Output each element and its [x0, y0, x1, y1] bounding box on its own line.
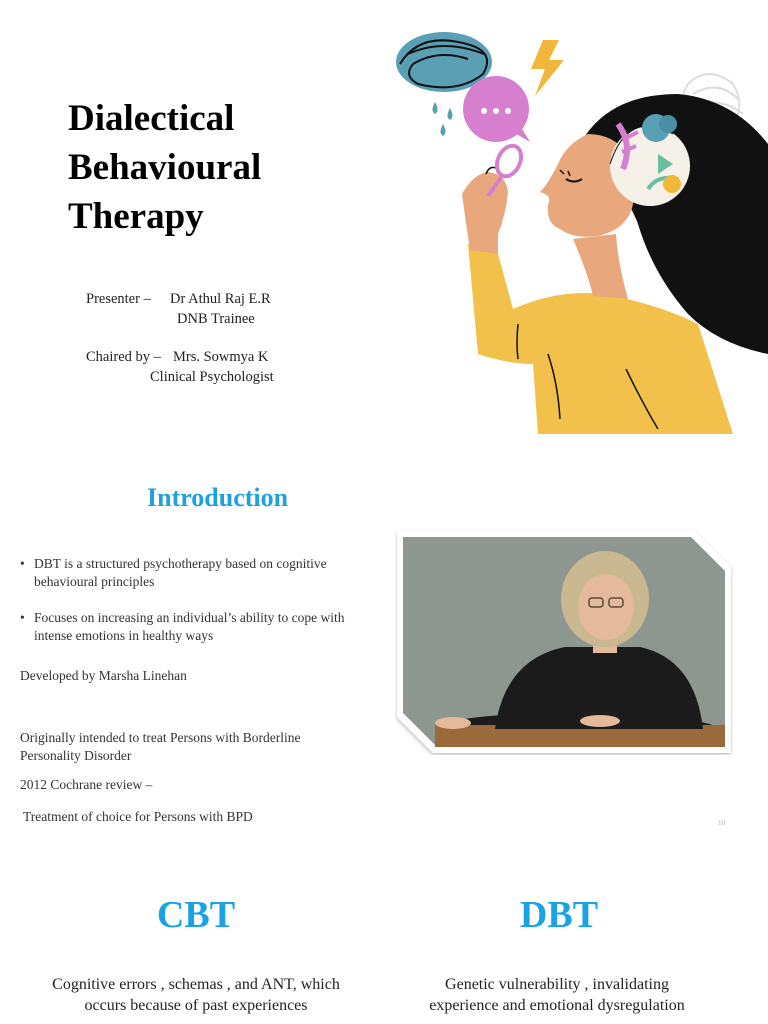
introduction-slide: [0, 455, 768, 855]
lightning-bolt-icon: [531, 40, 564, 96]
arm: [462, 172, 508, 254]
review-text: 2012 Cochrane review –: [20, 777, 153, 792]
bullet-item: [20, 555, 388, 591]
bullet-line: DBT is a structured psychotherapy based on cognitive: [34, 556, 327, 571]
bullet-icon: •: [20, 610, 25, 625]
originally-text-line: Personality Disorder: [20, 748, 132, 763]
cbt-heading: CBT: [156, 894, 236, 936]
presenter-role: DNB Trainee: [177, 311, 255, 327]
woman-blowing-bubble-illustration: [388, 24, 768, 444]
title-line: Therapy: [68, 196, 204, 237]
bullet-line: intense emotions in healthy ways: [34, 628, 214, 643]
bullet-item: [20, 609, 388, 645]
title-line: Dialectical: [68, 98, 235, 139]
cbt-description-line: occurs because of past experiences: [84, 997, 308, 1014]
chair-role: Clinical Psychologist: [150, 369, 274, 385]
page-number: 10: [718, 819, 725, 827]
originally-text-line: Originally intended to treat Persons with Borderline: [20, 730, 301, 745]
raindrops-icon: [433, 102, 453, 136]
title-slide: [0, 0, 768, 455]
marsha-linehan-photo: [395, 529, 733, 755]
presenter-label: Presenter –: [86, 291, 151, 307]
bullet-icon: •: [20, 556, 25, 571]
developed-by-text: Developed by Marsha Linehan: [20, 668, 187, 683]
dbt-description: [387, 974, 727, 1016]
introduction-heading: Introduction: [147, 483, 289, 512]
chair-label: Chaired by –: [86, 349, 161, 365]
treatment-text: Treatment of choice for Persons with BPD: [23, 809, 253, 824]
dbt-description-line: experience and emotional dysregulation: [429, 997, 685, 1014]
cbt-description-line: Cognitive errors , schemas , and ANT, which: [52, 976, 340, 993]
cbt-description: [26, 974, 366, 1016]
presenter-name: Dr Athul Raj E.R: [170, 291, 271, 307]
dbt-heading: DBT: [519, 894, 599, 936]
speech-bubble-icon: [463, 76, 530, 142]
dbt-description-line: Genetic vulnerability , invalidating: [445, 976, 669, 993]
cbt-vs-dbt-slide: [0, 855, 768, 1024]
bullet-line: Focuses on increasing an individual’s ability to cope with: [34, 610, 345, 625]
title-line: Behavioural: [68, 147, 262, 188]
presentation-title: [68, 94, 261, 241]
bullet-line: behavioural principles: [34, 574, 155, 589]
chair-name: Mrs. Sowmya K: [173, 349, 269, 365]
